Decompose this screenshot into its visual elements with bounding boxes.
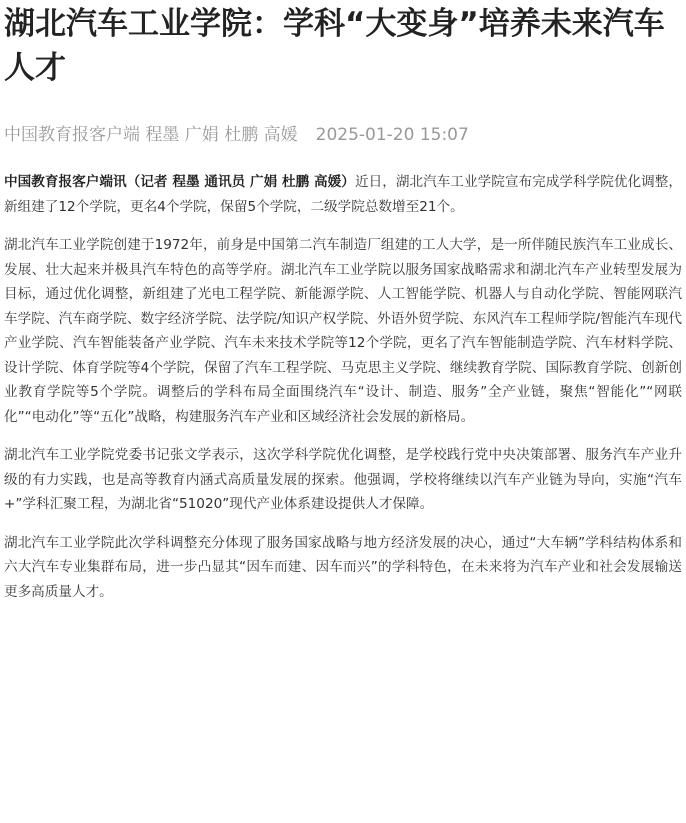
paragraph-4: 湖北汽车工业学院此次学科调整充分体现了服务国家战略与地方经济发展的决心，通过“大车辆”学科结构体系和六大汽车专业集群布局，进一步凸显其“因车而建、因车而兴”的学科特色，在未来将为汽车产业和社会发展输送更多高质量人才。 [4, 534, 682, 600]
publish-datetime: 2025-01-20 15:07 [315, 125, 469, 145]
article-meta [4, 122, 682, 148]
article-body [4, 170, 682, 604]
dateline-lead: 中国教育报客户端讯（记者 程墨 通讯员 广娟 杜鹏 高媛） [4, 174, 355, 190]
paragraph-3: 湖北汽车工业学院党委书记张文学表示，这次学科学院优化调整，是学校践行党中央决策部署、服务汽车产业升级的有力实践，也是高等教育内涵式高质量发展的探索。他强调，学校将继续以汽车产业链为导向，实施“汽车+”学科汇聚工程，为湖北省“51020”现代产业体系建设提供人才保障。 [4, 447, 682, 512]
paragraph-1-text: 近日，湖北汽车工业学院宣布完成学科学院优化调整，新组建了12个学院，更名4个学院，保留5个学院，二级学院总数增至21个。 [4, 174, 682, 215]
article-title: 湖北汽车工业学院：学科“大变身”培养未来汽车人才 [4, 6, 665, 86]
paragraph-1 [4, 170, 682, 219]
article [4, 0, 682, 618]
source-authors: 中国教育报客户端 程墨 广娟 杜鹏 高媛 [4, 125, 298, 145]
paragraph-2: 湖北汽车工业学院创建于1972年，前身是中国第二汽车制造厂组建的工人大学，是一所伴随民族汽车工业成长、发展、壮大起来并极具汽车特色的高等学府。湖北汽车工业学院以服务国家战略需求和湖北汽车产业转型发展为目标，通过优化调整，新组建了光电工程学院、新能源学院、人工智能学院、机器人与自动化学院、智能网联汽车学院、汽车商学院、数字经济学院、法学院/知识产权学院、外语外贸学院、东风汽车工程师学院/智能汽车现代产业学院、汽车智能装备产业学院、汽车未来技术学院等12个学院，更名了汽车智能制造学院、汽车材料学院、设计学院、体育学院等4个学院，保留了汽车工程学院、马克思主义学院、继续教育学院、国际教育学院、创新创业教育学院等5个学院。调整后的学科布局全面围绕汽车“设计、制造、服务”全产业链，聚焦“智能化”“网联化”“电动化”等“五化”战略，构建服务汽车产业和区域经济社会发展的新格局。 [4, 237, 682, 425]
